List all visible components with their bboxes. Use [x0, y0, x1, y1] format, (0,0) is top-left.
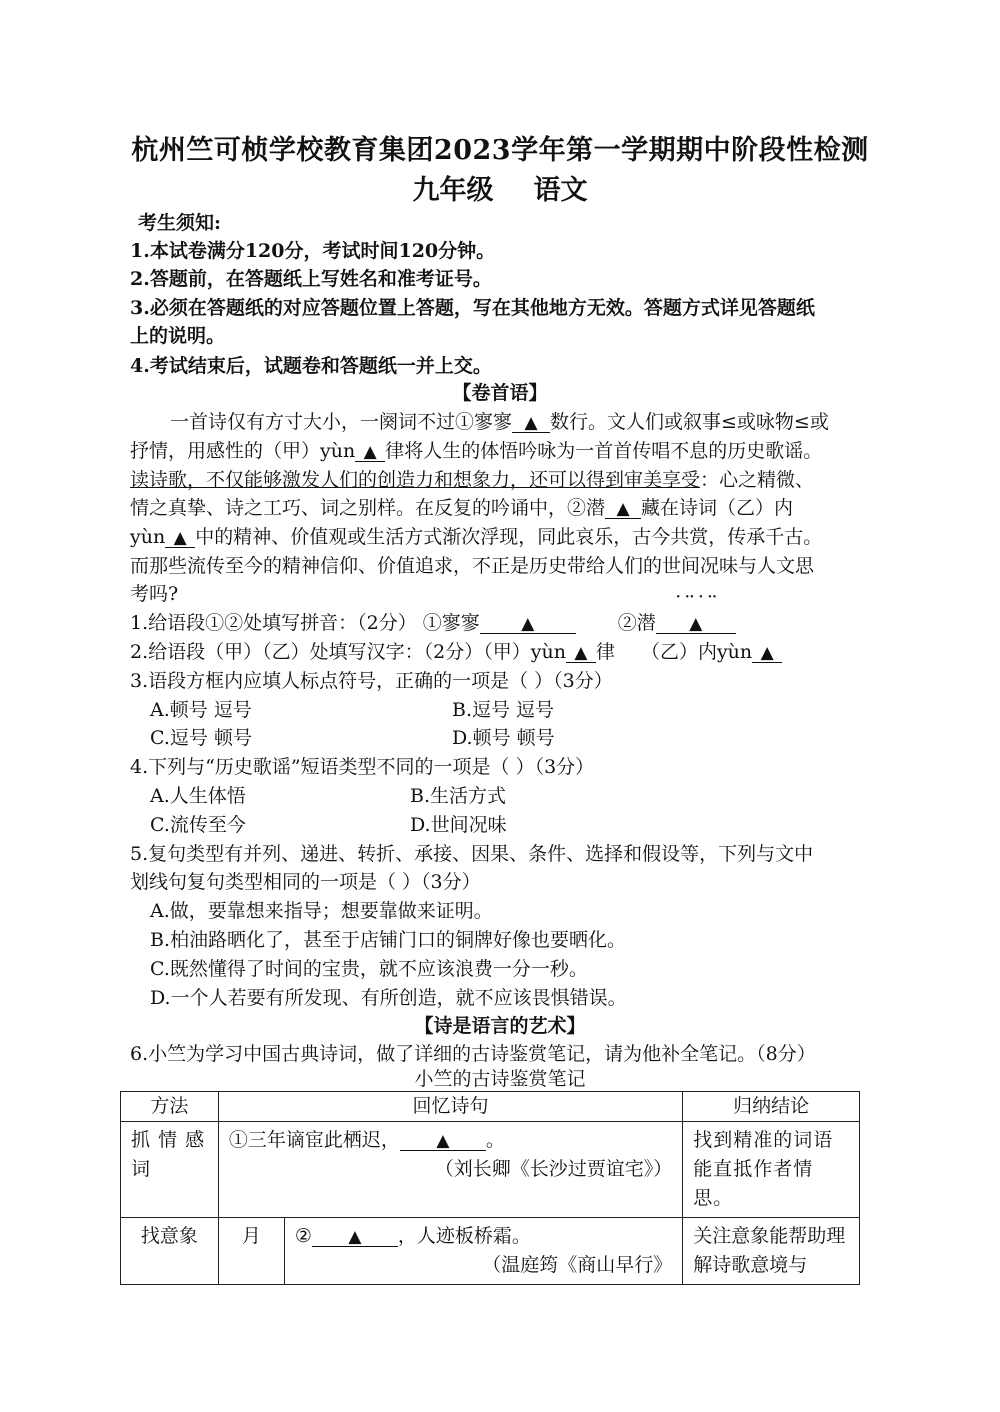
image-cell: 月 [218, 1218, 284, 1285]
table-row [121, 1122, 860, 1218]
option-a: A.顿号 逗号 [150, 699, 252, 721]
blank-marker: ▲ [689, 614, 703, 634]
exam-subtitle [0, 168, 1000, 207]
notes-table [120, 1091, 860, 1285]
question-5: 5.复句类型有并列、递进、转折、承接、因果、条件、选择和假设等，下列与文中 [130, 843, 814, 865]
blank-marker: ▲ [524, 413, 538, 433]
method-cell: 抓 情 感 词 [121, 1122, 219, 1218]
preface-line: 而那些流传至今的精神信仰、价值追求，不正是历史带给人们的世间况味与人文思 [130, 555, 815, 577]
option-c: C.逗号 顿号 [150, 727, 252, 749]
grade-label: 九年级 [412, 175, 494, 206]
preface-line: 情之真挚、诗之工巧、词之别样。在反复的吟诵中，②潜 ▲ 藏在诗词（乙）内 [130, 497, 794, 519]
poem-source: （温庭筠《商山早行》 [482, 1254, 673, 1276]
lines-cell: ①三年谪宦此栖迟， ▲ 。 （刘长卿《长沙过贾谊宅》） [218, 1122, 682, 1218]
option-b: B.柏油路晒化了，甚至于店铺门口的铜牌好像也要晒化。 [150, 929, 627, 951]
section-heading: 【诗是语言的艺术】 [414, 1015, 586, 1037]
preface-line: 读诗歌，不仅能够激发人们的创造力和想象力，还可以得到审美享受：心之精微、 [130, 469, 815, 491]
question-3: 3.语段方框内应填人标点符号，正确的一项是（ ）（3分） [130, 670, 613, 692]
table-header-row [121, 1092, 860, 1122]
preface-heading: 【卷首语】 [452, 382, 548, 404]
option-d: D.世间况味 [410, 814, 507, 836]
option-a: A.做，要靠想来指导；想要靠做来证明。 [150, 900, 493, 922]
question-6: 6.小竺为学习中国古典诗词，做了详细的古诗鉴赏笔记，请为他补全笔记。（8分） [130, 1043, 816, 1065]
notice-heading: 考生须知: [138, 212, 222, 234]
notice-item: 2.答题前，在答题纸上写姓名和准考证号。 [130, 268, 492, 290]
exam-title: 杭州竺可桢学校教育集团2023学年第一学期期中阶段性检测 [131, 135, 869, 166]
conclusion-cell: 找到精准的词语能直抵作者情思。 [683, 1122, 860, 1218]
notice-item: 上的说明。 [130, 325, 226, 347]
header-method: 方法 [121, 1092, 219, 1122]
preface-line: 抒情，用感性的（甲）yùn ▲ 律将人生的体悟吟咏为一首首传唱不息的历史歌谣。 [130, 440, 823, 462]
option-b: B.逗号 逗号 [452, 699, 555, 721]
question-1: 1.给语段①②处填写拼音：（2分） ①寥寥 ▲ ②潜 ▲ [130, 608, 736, 635]
header-conclusion: 归纳结论 [683, 1092, 860, 1122]
option-b: B.生活方式 [410, 785, 507, 807]
blank-marker: ▲ [574, 643, 588, 663]
subject-label: 语文 [533, 175, 588, 206]
notice-item: 4.考试结束后，试题卷和答题纸一并上交。 [130, 355, 492, 377]
question-4: 4.下列与“历史歌谣”短语类型不同的一项是（ ）（3分） [130, 756, 595, 778]
lines-cell: ② ▲ ，人迹板桥霜。 （温庭筠《商山早行》 [284, 1218, 682, 1285]
option-c: C.既然懂得了时间的宝贵，就不应该浪费一分一秒。 [150, 958, 588, 980]
question-5-cont: 划线句复句类型相同的一项是（ ）（3分） [130, 871, 481, 893]
preface-line: 考吗? [130, 583, 179, 605]
option-a: A.人生体悟 [150, 785, 246, 807]
emphasis-dots: · ·· · ·· [676, 590, 717, 605]
option-c: C.流传至今 [150, 814, 246, 836]
notice-item: 1.本试卷满分120分，考试时间120分钟。 [130, 240, 496, 262]
blank-marker: ▲ [616, 499, 630, 519]
option-d: D.一个人若要有所发现、有所创造，就不应该畏惧错误。 [150, 987, 627, 1009]
blank-marker: ▲ [363, 442, 377, 462]
blank-marker: ▲ [436, 1131, 450, 1151]
preface-line: yùn ▲ 中的精神、价值观或生活方式渐次浮现，同此哀乐，古今共赏，传承千古。 [130, 526, 823, 548]
notice-item: 3.必须在答题纸的对应答题位置上答题，写在其他地方无效。答题方式详见答题纸 [130, 297, 815, 319]
header-lines: 回忆诗句 [218, 1092, 682, 1122]
table-caption: 小竺的古诗鉴赏笔记 [414, 1068, 586, 1090]
blank-marker: ▲ [348, 1227, 362, 1247]
preface-line: 一首诗仅有方寸大小，一阕词不过①寥寥 ▲ 数行。文人们或叙事≤或咏物≤或 [170, 411, 829, 433]
table-row [121, 1218, 860, 1285]
question-2: 2.给语段（甲）（乙）处填写汉字：（2分）（甲）yùn ▲ 律 （乙）内yùn ▲ [130, 637, 782, 664]
conclusion-cell: 关注意象能帮助理解诗歌意境与 [683, 1218, 860, 1285]
underlined-sentence: 读诗歌，不仅能够激发人们的创造力和想象力，还可以得到审美享受 [130, 469, 701, 491]
blank-marker: ▲ [173, 528, 187, 548]
blank-marker: ▲ [521, 614, 535, 634]
poem-source: （刘长卿《长沙过贾谊宅》） [434, 1158, 673, 1180]
method-cell: 找意象 [121, 1218, 219, 1285]
option-d: D.顿号 顿号 [452, 727, 555, 749]
blank-marker: ▲ [760, 643, 774, 663]
